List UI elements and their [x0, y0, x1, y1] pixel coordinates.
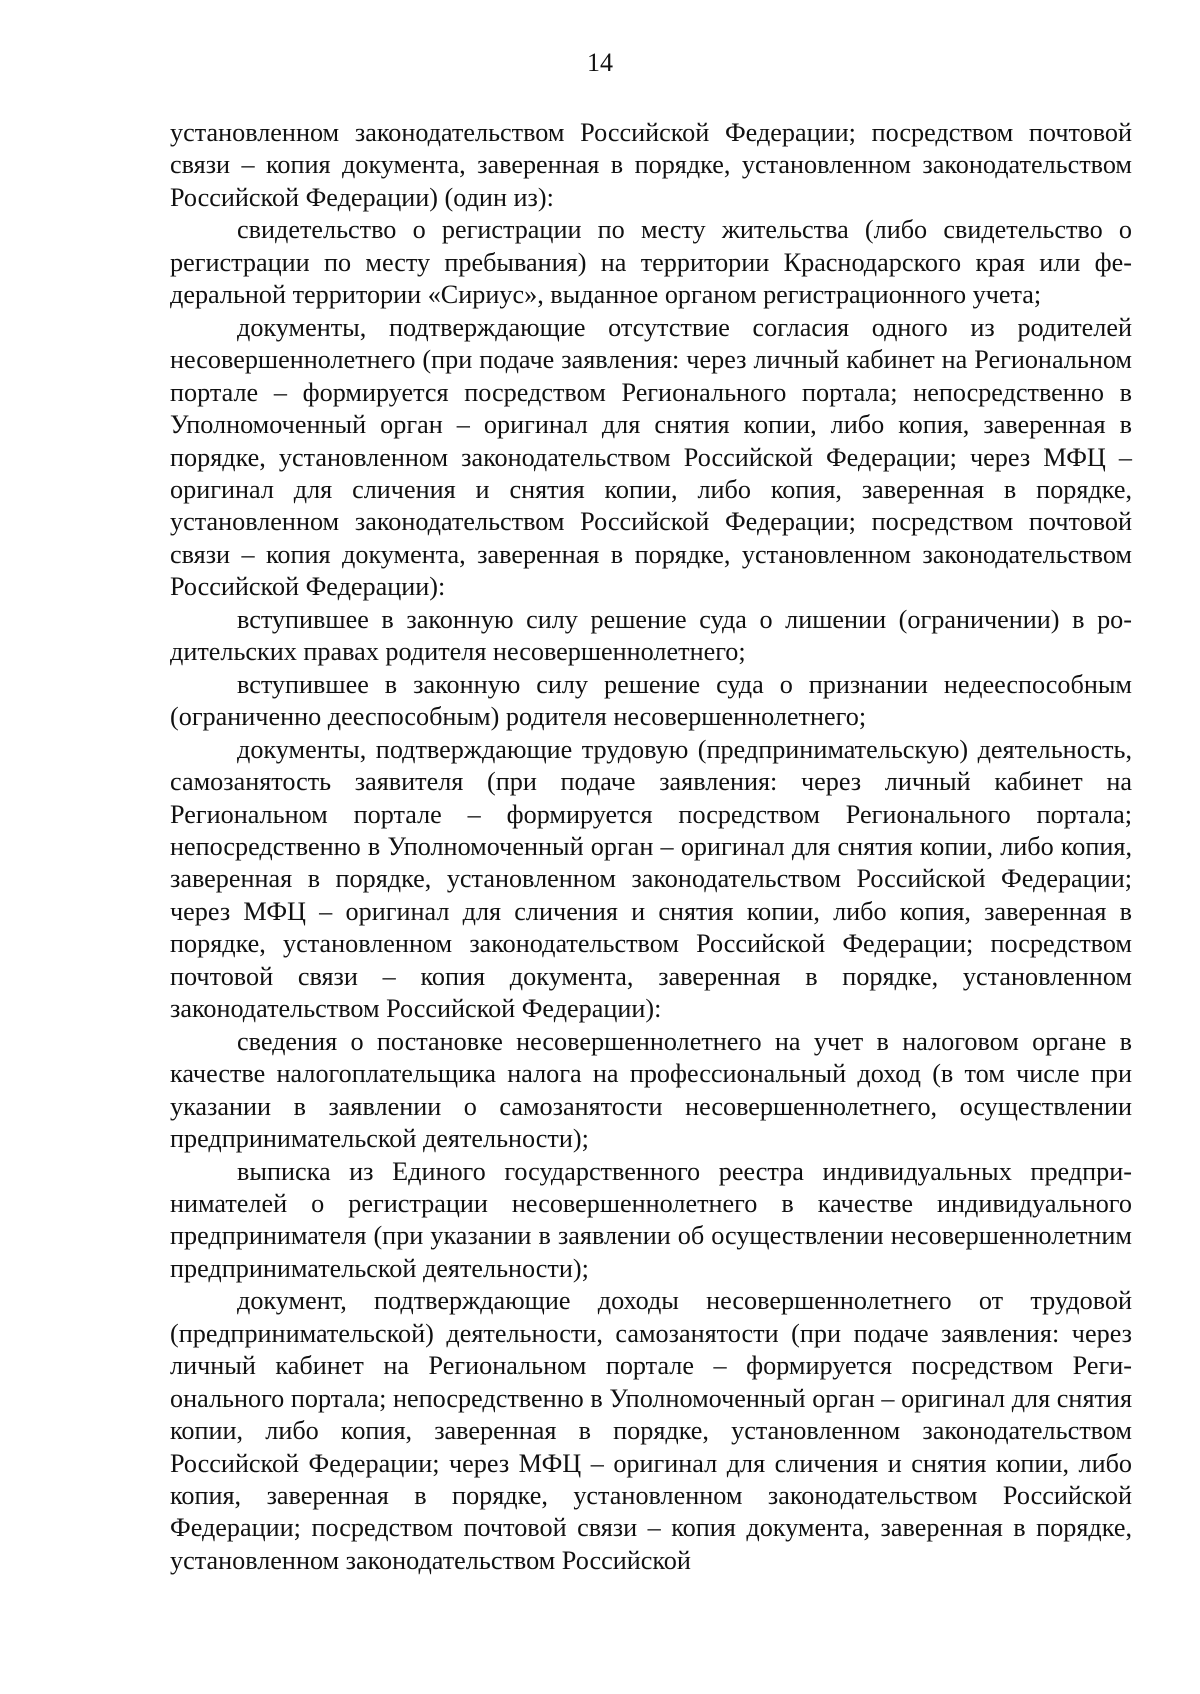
- paragraph-employment-documents: документы, подтверждающие трудовую (предпринимательскую) деятельность, самозанятость заявителя (при подаче заявления: через личный кабинет на Региональном портале – формируется посредством Регионального портала; непосредственно в Уполномоченный орган – оригинал для снятия копии, либо копия, заверенная в порядке, установленном законодательством Российской Федерации; через МФЦ – оригинал для сличения и снятия копии, либо копия, заверенная в порядке, установленном законодательством Российской Федерации; посредством почтовой связи – копия документа, заверенная в порядке, установленном законодательством Российской Федерации):: [170, 734, 1132, 1024]
- paragraph-income-documents: документ, подтверждающие доходы несовершеннолетнего от трудовой (предпринимательской) деятельности, самозанятости (при подаче заявления: через личный кабинет на Региональном портале – формируется посредством Регионального портала; непосредственно в Уполномоченный орган – оригинал для снятия копии, либо копия, заверенная в порядке, установленном законодательством Российской Федерации; через МФЦ – оригинал для сличения и снятия копии, либо копия, заверенная в порядке, установленном законодательством Российской Федерации; посредством почтовой связи – копия документа, заверенная в порядке, установленном законодательством Российской: [170, 1286, 1132, 1575]
- paragraph-entrepreneur-register-extract: выписка из Единого государственного реестра индивидуальных предпринимателей о регистрации несовершеннолетнего в качестве индивидуального предпринимателя (при указании в заявлении об осуществлении несовершеннолетним предпринимательской деятельности);: [170, 1156, 1132, 1283]
- paragraph-parent-consent-documents: документы, подтверждающие отсутствие согласия одного из родителей несовершеннолетнего (при подаче заявления: через личный кабинет на Региональном портале – формируется посредством Регионального портала; непосредственно в Уполномоченный орган – оригинал для снятия копии, либо копия, заверенная в порядке, установленном законодательством Российской Федерации; через МФЦ – оригинал для сличения и снятия копии, либо копия, заверенная в порядке, установленном законодательством Российской Федерации; посредством почтовой связи – копия документа, заверенная в порядке, установленном законодательством Российской Федерации):: [170, 312, 1132, 602]
- document-body: [170, 117, 1132, 1577]
- paragraph-registration-certificate: свидетельство о регистрации по месту жительства (либо свидетельство о регистрации по месту пребывания) на территории Краснодарского края или федеральной территории «Сириус», выданное органом регистрационного учета;: [170, 215, 1132, 310]
- page-number: 14: [587, 48, 613, 77]
- paragraph-court-decision-incapacity: вступившее в законную силу решение суда о признании недееспособным (ограниченно дееспособным) родителя несовершеннолетнего;: [170, 669, 1132, 732]
- paragraph-continuation: установленном законодательством Российской Федерации; посредством почтовой связи – копия документа, заверенная в порядке, установленном законодательством Российской Федерации) (один из):: [170, 118, 1132, 212]
- paragraph-tax-registration: сведения о постановке несовершеннолетнего на учет в налоговом органе в качестве налогоплательщика налога на профессиональный доход (в том числе при указании в заявлении о самозанятости несовершеннолетнего, осуществлении предпринимательской деятельности);: [170, 1026, 1132, 1154]
- paragraph-court-decision-deprivation: вступившее в законную силу решение суда о лишении (ограничении) в родительских правах родителя несовершеннолетнего;: [170, 604, 1132, 667]
